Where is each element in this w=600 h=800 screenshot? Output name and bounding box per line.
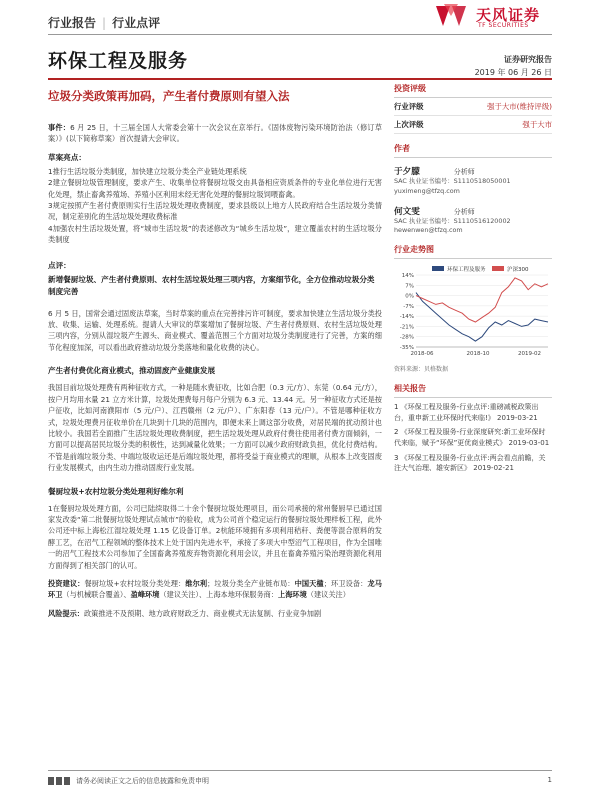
key-point-3: 3规定按照产生者付费原则实行生活垃圾处理收费制度，要求县级以上地方人民政府结合生活垃圾分类情况，制定差别化的生活垃圾处理收费标准 [48,201,382,222]
y-tick-label: -21% [399,324,414,331]
analyst-email[interactable]: hewenwen@tfzq.com [394,226,463,235]
analysts [394,158,552,236]
analyst-license: SAC 执业证书编号：S1110518050001 [394,177,511,185]
report-type: 证券研究报告 [504,55,552,64]
section-heading-1: 产生者付费优化商业模式，推动固废产业健康发展 [48,366,216,376]
tf-logo-icon [434,2,474,30]
related-text: 1 《环保工程及服务-行业点评:重磅减税政策出台，重申新工业环保时代来临!》 [394,403,539,422]
invest-text-part: （建议关注） [306,590,350,600]
rating-key: 上次评级 [394,120,424,129]
invest-text-part: （与机械联合覆盖）、 [62,590,131,600]
invest-text-part: ；垃圾分类全产业链布局： [207,578,295,588]
event-label: 事件： [48,123,71,132]
key-point-2: 2建立餐厨垃圾管理制度，要求产生、收集单位将餐厨垃圾交由具备相应资质条件的专业化单位进行无害化处理，禁止畜禽养殖场、养殖小区利用未经无害化处理的餐厨垃圾饲喂畜禽。 [48,178,382,199]
related-report-3[interactable] [394,453,552,474]
rating-row-industry [394,98,552,116]
related-report-2[interactable] [394,427,552,448]
logo-text-en: TF SECURITIES [478,22,529,29]
related-date: 2019-02-21 [473,464,514,473]
sidebar [394,80,552,474]
footer-divider [48,770,552,771]
paragraph-1: 6 月 5 日，国常会通过固废法草案，当时草案的重点在完善排污许可制度，要求加快建立生活垃圾分类投放、收集、运输、处理系统。提请人大审议的草案增加了餐厨垃圾、产生者付费原则、农村生活垃圾处理三项内容，分别从湿垃圾产生源头、商业模式、覆盖范围三个方面对垃圾分类制度进行了完善，方案的细节化程度加深，可以看出政府推动垃圾分类落地和量化收费的决心。 [48,308,382,352]
investment-advice [48,578,382,601]
event-text: 6 月 25 日，十三届全国人大常委会第十一次会议在京举行。《固体废物污染环境防治法（修订草案）》(以下简称草案）首次提请大会审议。 [48,123,382,144]
related-text: 2 《环保工程及服务-行业深度研究:新工业环保时代来临，赋予“环保”更优商业模式》 [394,428,546,447]
invest-stock: 盈峰环境 [130,590,160,600]
legend-label: 沪深300 [507,267,529,274]
y-tick-label: -7% [403,304,414,311]
analyst-2 [394,205,552,237]
y-tick-label: 0% [405,293,414,300]
rating-key: 行业评级 [394,102,424,111]
trend-title: 行业走势图 [394,244,552,259]
invest-stock: 维尔利 [185,578,208,588]
invest-text-part: ；环卫设备： [323,578,368,588]
header-divider [48,34,552,35]
analyst-role: 分析师 [453,168,475,176]
industry-trend-chart [394,263,552,363]
logo-text-cn: 天风证券 [476,6,541,24]
report-date: 2019 年 06 月 26 日 [474,68,552,77]
header-subcategory: 行业点评 [112,16,161,30]
related-report-1[interactable] [394,402,552,423]
rating-value: 强于大市 [522,120,552,129]
x-tick-label: 2018-10 [466,351,490,358]
key-point-1: 1推行生活垃圾分类制度，加快建立垃圾分类全产业链处理系统 [48,166,247,176]
analyst-name: 于夕朦 [394,167,420,177]
invest-text [48,579,382,599]
report-title: 垃圾分类政策再加码，产生者付费原则有望入法 [48,89,290,103]
analyst-email[interactable]: yuximeng@tfzq.com [394,186,460,195]
related-title: 相关报告 [394,383,552,398]
footer-disclaimer: 请务必阅读正文之后的信息披露和免责申明 [76,777,209,785]
related-date: 2019-03-21 [497,413,538,422]
risk-warning [48,608,382,619]
y-tick-label: -14% [399,314,414,321]
report-header [48,14,160,31]
series-line-1 [416,293,548,342]
invest-stock: 龙马环卫 [48,578,382,600]
legend-swatch [492,266,504,271]
key-point-4: 4加强农村生活垃圾处置，将“城市生活垃圾”的表述修改为“城乡生活垃圾”，建立覆盖农村的生活垃圾分类制度 [48,223,382,245]
series-line-2 [416,278,548,322]
invest-label: 投资建议： [48,578,85,588]
x-tick-label: 2019-02 [518,351,542,358]
rating-value: 强于大市(维持评级) [487,102,552,111]
legend-swatch [432,266,444,271]
invest-text-part: 餐厨垃圾+农村垃圾分类处理： [84,578,186,588]
analyst-name: 何文雯 [394,206,420,217]
analysts-title: 作者 [394,140,552,158]
analyst-role: 分析师 [453,207,475,216]
y-tick-label: -35% [399,345,414,352]
event-paragraph [48,122,382,145]
related-date: 2019-03-01 [508,438,550,447]
comment-label: 点评： [48,260,71,270]
paragraph-2: 我国目前垃圾处理费有两种征收方式，一种是随水费征收，比如合肥（0.3 元/方）、东莞（0.64 元/方），按户月均用水量 21 立方米计算，垃圾处理费每月每户分别为 6.3 元、13.44 元。另一种征收方式还是按户征收，比如河南濮阳市（5 元/户）、江西赣州（2 元/户）、广东阳春（13 元/户）。不管是哪种征收方式，垃圾处理费月征收单价在几块到十几块的范围内，即便未来上调这部分收费，对居民端的扰动预计也比较小。我国若全面推广生活垃圾处理收费制度，把生活垃圾处理从政府付费往使用者付费方面倾斜，一方面可以提高居民垃圾分类的积极性，达到减量化效果；一方面可以减少政府财政负担，优化付费结构。不管是前端垃圾分类、中端垃圾收运还是后端垃圾处理，都将受益于商业模式的理顺，从根本上改变固废行业发展模式，由内生动力推动固废行业发展。 [48,383,382,473]
disclaimer-icon [48,776,72,786]
x-tick-label: 2018-06 [410,351,434,358]
main-column [48,84,382,619]
rating-row-previous [394,116,552,134]
y-tick-label: 14% [401,273,414,280]
risk-text: 政策推进不及预期、地方政府财政乏力、商业模式无法复制、行业竞争加剧 [83,608,322,618]
y-tick-label: 7% [405,283,414,290]
section-heading-2: 餐厨垃圾+农村垃圾分类处理利好维尔利 [48,486,184,496]
invest-text-part: （建议关注）、上海本地环保服务商： [159,590,279,600]
header-separator: | [102,16,107,30]
y-tick-label: -28% [399,334,414,341]
risk-label: 风险提示： [48,608,84,618]
invest-stock: 中国天楹 [294,578,324,588]
industry-title: 环保工程及服务 [48,50,189,72]
comment-highlight: 新增餐厨垃圾、产生者付费原则、农村生活垃圾处理三项内容，方案细节化，全方位推动垃圾分类制度完善 [48,274,375,296]
header-category: 行业报告 [48,16,97,30]
related-text: 3 《环保工程及服务-行业点评:两会看点前瞻，关注大气治理、雄安新区》 [394,453,546,473]
paragraph-3: 1在餐厨垃圾处理方面，公司已陆续取得二十余个餐厨垃圾处理项目，而公司承接的常州餐厨早已通过国家发改委“第二批餐厨垃圾处理试点城市”的验收，成为公司首个稳定运行的餐厨垃圾处理样板工程，此外公司还中标上海松江湿垃圾处理 1.15 亿设备订单。2杭能环境拥有多项利用秸秆、粪便等混合原料的发酵工艺，在沼气工程领域的整体技术上处于国内先进水平，承接了多项大中型沼气工程项目，作为全国唯一的沼气工程技术公司参加了全国畜禽养殖废弃物资源化利用会议，并且在畜禽养殖污染治理资源化利用方面得到了相关部门的认可。 [48,503,382,570]
invest-stock: 上海环境 [278,590,307,600]
rating-title: 投资评级 [394,80,552,98]
analyst-1 [394,165,552,197]
analyst-license: SAC 执业证书编号：S1110516120002 [394,216,511,225]
key-points-label: 草案亮点： [48,152,86,162]
legend-label: 环保工程及服务 [447,267,486,274]
trend-chart-svg [394,263,552,363]
chart-source: 资料来源：贝格数据 [394,366,449,374]
company-logo [434,2,564,30]
page-number: 1 [547,776,552,784]
